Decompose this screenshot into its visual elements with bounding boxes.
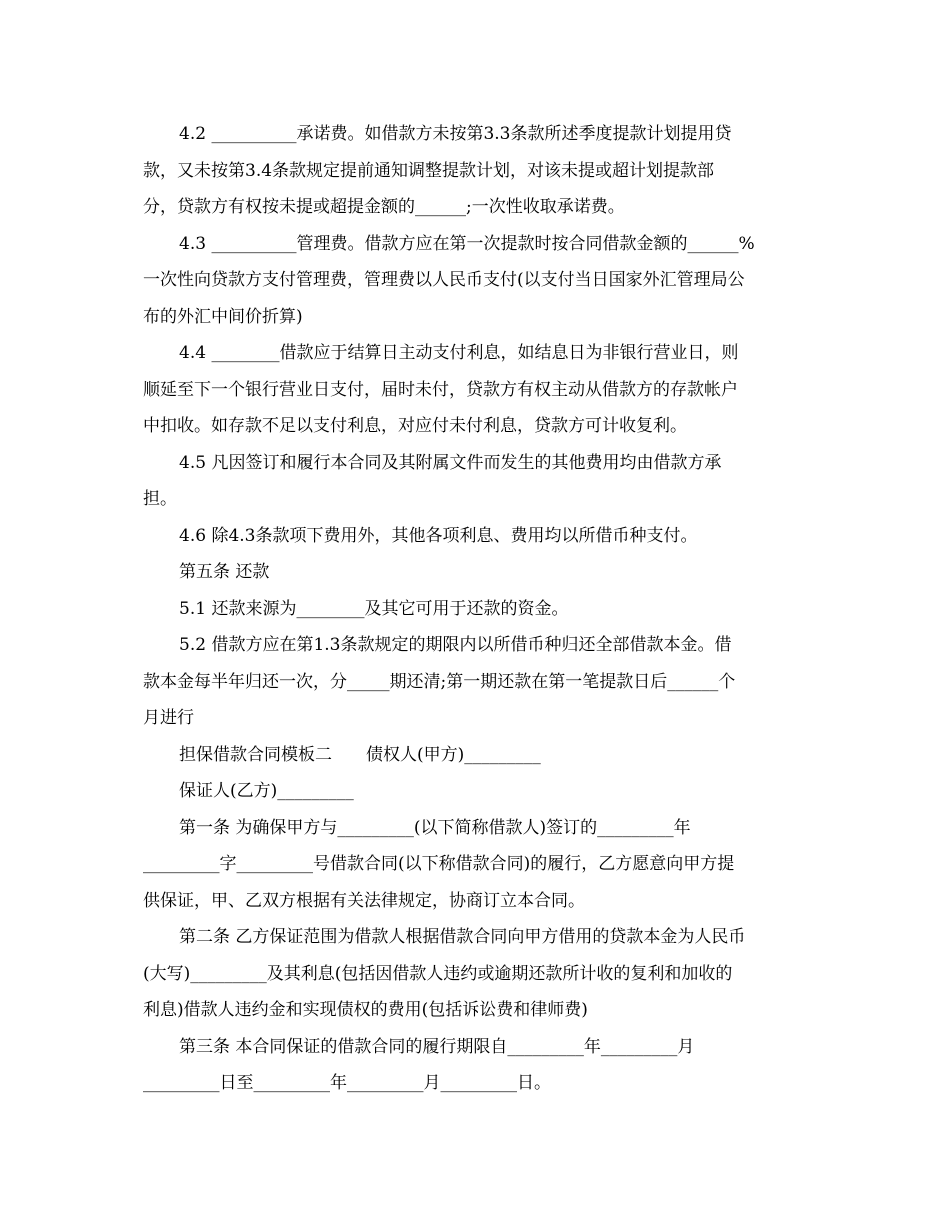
text-line: 布的外汇中间价折算): [143, 306, 303, 327]
paragraph: [143, 919, 808, 1029]
document-body: [143, 116, 808, 1102]
paragraph: [143, 226, 808, 336]
paragraph: [143, 627, 808, 737]
text-line: 5.1 还款来源为________及其它可用于还款的资金。: [179, 598, 569, 619]
paragraph: [143, 1029, 808, 1102]
text-line: 款本金每半年归还一次，分_____期还清;第一期还款在第一笔提款日后______个: [143, 671, 736, 692]
text-line: 一次性向贷款方支付管理费，管理费以人民币支付(以支付当日国家外汇管理局公: [143, 270, 745, 290]
paragraph: [143, 445, 808, 518]
text-line: 顺延至下一个银行营业日支付，届时未付，贷款方有权主动从借款方的存款帐户: [143, 379, 738, 400]
text-line: 4.3 __________管理费。借款方应在第一次提款时按合同借款金额的______%: [179, 233, 755, 254]
text-line: 4.4 ________借款应于结算日主动支付利息，如结息日为非银行营业日，则: [179, 343, 739, 363]
text-line: (大写)_________及其利息(包括因借款人违约或逾期还款所计收的复利和加收的: [143, 963, 733, 984]
paragraph: [143, 518, 808, 555]
text-line: 利息)借款人违约金和实现债权的费用(包括诉讼费和律师费): [143, 1000, 588, 1020]
paragraph: [143, 335, 808, 445]
paragraph: [143, 591, 808, 628]
text-line: 4.5 凡因签订和履行本合同及其附属文件而发生的其他费用均由借款方承: [179, 452, 722, 473]
text-line: 第二条 乙方保证范围为借款人根据借款合同向甲方借用的贷款本金为人民币: [179, 927, 746, 947]
text-line: 款，又未按第3.4条款规定提前通知调整提款计划，对该未提或超计划提款部: [143, 160, 715, 181]
text-line: _________字_________号借款合同(以下称借款合同)的履行，乙方愿意向甲方提: [143, 854, 735, 874]
text-line: 4.6 除4.3条款项下费用外，其他各项利息、费用均以所借币种支付。: [179, 525, 698, 546]
text-line: 中扣收。如存款不足以支付利息，对应付未付利息，贷款方可计收复利。: [143, 416, 687, 436]
text-line: _________日至_________年_________月_________日。: [143, 1073, 551, 1093]
text-line: 供保证，甲、乙双方根据有关法律规定，协商订立本合同。: [143, 890, 585, 911]
text-line: 第三条 本合同保证的借款合同的履行期限自_________年_________月: [179, 1036, 695, 1057]
text-line: 第五条 还款: [179, 562, 270, 582]
text-line: 5.2 借款方应在第1.3条款规定的期限内以所借币种归还全部借款本金。借: [179, 635, 732, 655]
paragraph: [143, 773, 808, 810]
paragraph: [143, 810, 808, 920]
paragraph: [143, 737, 808, 774]
text-line: 担。: [143, 489, 177, 509]
text-line: 担保借款合同模板二 债权人(甲方)_________: [179, 744, 541, 765]
text-line: 分，贷款方有权按未提或超提金额的______;一次性收取承诺费。: [143, 197, 625, 217]
paragraph: [143, 554, 808, 591]
paragraph: [143, 116, 808, 226]
text-line: 4.2 __________承诺费。如借款方未按第3.3条款所述季度提款计划提用贷: [179, 124, 732, 144]
text-line: 月进行: [143, 708, 194, 728]
text-line: 第一条 为确保甲方与_________(以下简称借款人)签订的_________年: [179, 817, 691, 838]
text-line: 保证人(乙方)_________: [179, 781, 354, 801]
